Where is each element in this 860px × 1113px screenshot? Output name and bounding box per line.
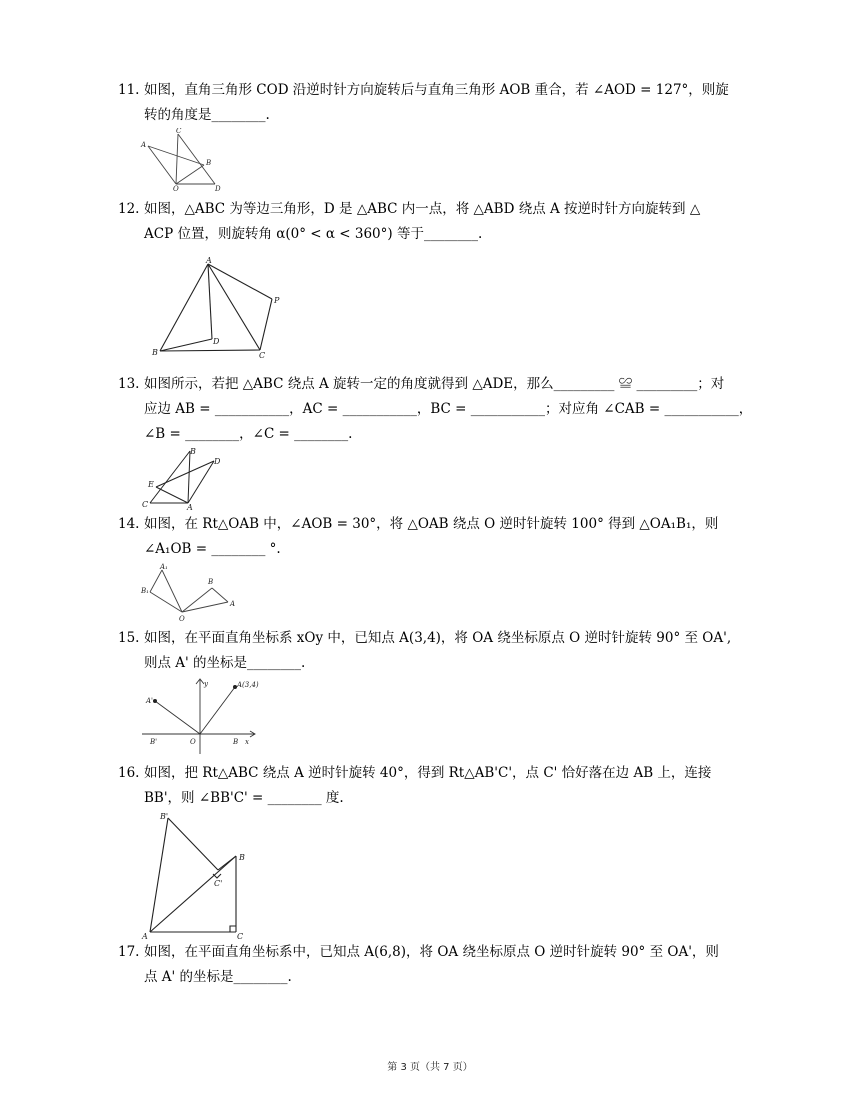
fig11-label: O [173,185,179,192]
figure-13 [140,445,230,511]
question-number: 14. [118,516,140,532]
question-16 [118,761,768,811]
fig13-label: C [142,500,149,509]
question-text: BB'，则 ∠BB'C' = ________ 度. [144,790,344,806]
fig16-label: B [239,853,245,862]
fig12-label: C [259,351,266,360]
question-number: 15. [118,630,140,646]
question-text: 如图，在平面直角坐标系 xOy 中，已知点 A(3,4)，将 OA 绕坐标原点 O 逆时针旋转 90° 至 OA', [144,630,732,646]
fig15-label: O [190,738,196,746]
question-17 [118,940,768,990]
fig13-label: D [214,457,221,466]
fig15-label: x [245,738,249,746]
fig11-label: B [206,159,212,167]
fig14-label: A₁ [160,563,168,571]
question-text: 如图，△ABC 为等边三角形，D 是 △ABC 内一点，将 △ABD 绕点 A 按逆时针方向旋转到 △ [144,201,701,217]
fig12-label: B [152,348,158,357]
question-11 [118,78,768,128]
figure-14 [140,562,240,624]
question-number: 17. [118,944,140,960]
question-number: 12. [118,201,140,217]
fig11-label: C [176,128,182,135]
question-text: ∠B = ________，∠C = ________. [144,426,353,442]
question-text: ACP 位置，则旋转角 α(0° < α < 360°) 等于________. [144,226,483,242]
question-text: 点 A' 的坐标是________. [144,969,292,985]
fig14-label: B [208,578,214,586]
question-12 [118,197,768,247]
fig13-label: A [187,503,193,511]
figure-12 [148,256,288,360]
figure-11 [140,128,230,192]
question-text: 则点 A' 的坐标是________. [144,655,306,671]
page-footer: 第 3 页（共 7 页） [387,1062,473,1073]
fig16-label: B' [160,812,169,821]
figure-16 [140,810,255,940]
fig11-label: D [215,185,221,192]
fig12-label: A [206,256,212,265]
question-text: ∠A₁OB = ________ °. [144,541,281,557]
fig16-label: C [237,932,244,940]
figure-15 [140,676,265,756]
fig15-label: B' [150,738,158,746]
fig16-label: C' [214,879,223,888]
question-text: 如图，在平面直角坐标系中，已知点 A(6,8)，将 OA 绕坐标原点 O 逆时针旋转 90° 至 OA'，则 [144,944,719,960]
fig14-label: A [230,600,236,608]
question-number: 16. [118,765,140,781]
fig15-label: y [204,680,208,688]
question-text: 如图，把 Rt△ABC 绕点 A 逆时针旋转 40°，得到 Rt△AB'C'，点 C' 恰好落在边 AB 上，连接 [144,765,712,781]
question-text: 转的角度是________. [144,107,270,123]
question-13 [118,372,768,447]
fig14-label: B₁ [141,587,149,595]
fig13-label: E [148,480,154,489]
fig12-label: P [274,296,280,305]
question-15 [118,626,768,676]
fig15-label: A(3,4) [237,681,259,689]
question-text: 如图所示，若把 △ABC 绕点 A 旋转一定的角度就得到 △ADE，那么_________ ≌ _________；对 [144,376,725,392]
question-text: 如图，直角三角形 COD 沿逆时针方向旋转后与直角三角形 AOB 重合，若 ∠AOD = 127°，则旋 [144,82,729,98]
fig13-label: B [190,447,196,456]
fig14-label: O [179,615,185,623]
fig15-label: A' [146,697,153,705]
question-text: 应边 AB = ___________，AC = ___________，BC = ___________；对应角 ∠CAB = ___________， [144,401,753,417]
question-14 [118,512,768,562]
fig16-label: A [142,932,148,940]
question-number: 11. [118,82,140,98]
question-text: 如图，在 Rt△OAB 中，∠AOB = 30°，将 △OAB 绕点 O 逆时针旋转 100° 得到 △OA₁B₁，则 [144,516,719,532]
fig12-label: D [213,337,220,346]
fig15-label: B [233,738,239,746]
question-number: 13. [118,376,140,392]
fig11-label: A [141,141,147,149]
